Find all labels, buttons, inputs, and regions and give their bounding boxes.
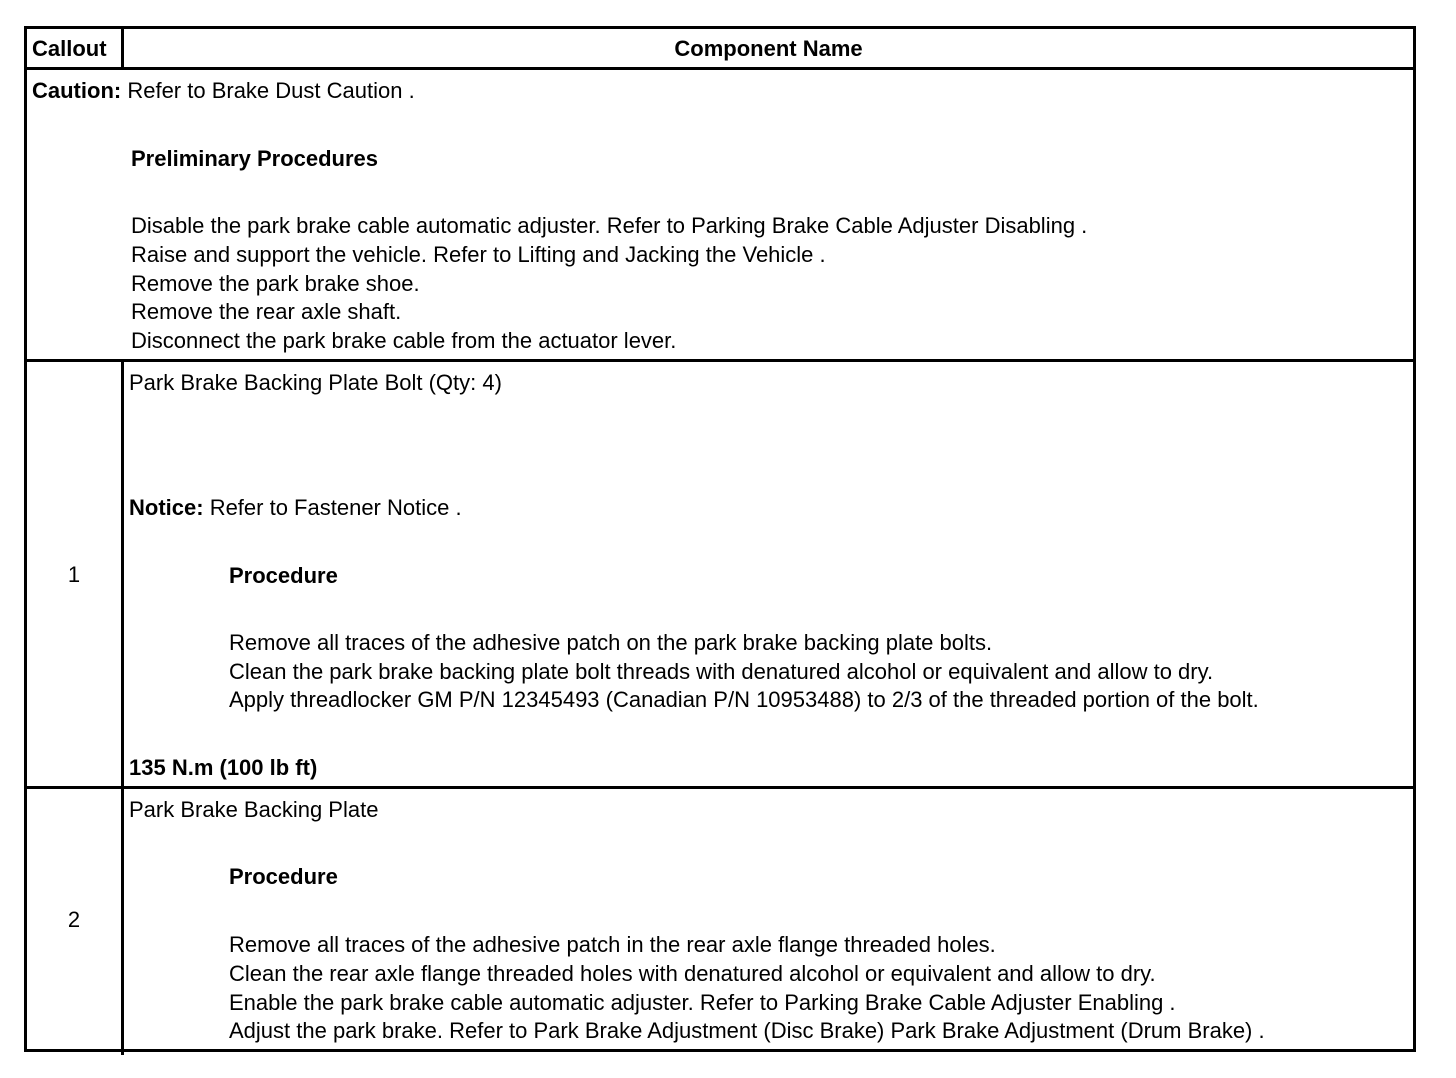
row2-procedure-title: Procedure [229, 864, 338, 889]
header-bottom-rule [27, 67, 1413, 70]
row1-notice [129, 495, 462, 521]
caution-label: Caution: [32, 78, 122, 103]
preliminary-step: Disable the park brake cable automatic adjuster. Refer to Parking Brake Cable Adjuster Disabling . [131, 213, 1088, 238]
row2-step: Adjust the park brake. Refer to Park Brake Adjustment (Disc Brake) Park Brake Adjustment (Drum Brake) . [229, 1018, 1265, 1043]
row2-callout: 2 [67, 907, 81, 932]
row1-step: Remove all traces of the adhesive patch on the park brake backing plate bolts. [229, 630, 993, 655]
notice-text: Refer to Fastener Notice . [209, 495, 462, 520]
row2-component-name: Park Brake Backing Plate [129, 797, 379, 822]
caution-line [32, 78, 415, 104]
row2-step: Remove all traces of the adhesive patch in the rear axle flange threaded holes. [229, 932, 996, 957]
component-table [24, 26, 1416, 1052]
row2-step: Clean the rear axle flange threaded holes with denatured alcohol or equivalent and allow to dry. [229, 961, 1156, 986]
caution-text: Refer to Brake Dust Caution . [127, 78, 415, 103]
row1-torque: 135 N.m (100 lb ft) [129, 755, 318, 780]
row1-procedure-title: Procedure [229, 563, 338, 588]
preliminary-step: Remove the rear axle shaft. [131, 299, 402, 324]
header-callout: Callout [32, 36, 107, 61]
row1-callout: 1 [67, 562, 81, 587]
preliminary-step: Raise and support the vehicle. Refer to Lifting and Jacking the Vehicle . [131, 242, 826, 267]
row1-step: Clean the park brake backing plate bolt threads with denatured alcohol or equivalent and allow to dry. [229, 659, 1214, 684]
row1-bottom-rule [27, 786, 1413, 789]
notice-label: Notice: [129, 495, 204, 520]
row2-divider [121, 789, 124, 1055]
preliminary-title: Preliminary Procedures [131, 146, 379, 171]
caution-bottom-rule [27, 359, 1413, 362]
row2-step: Enable the park brake cable automatic adjuster. Refer to Parking Brake Cable Adjuster Enabling . [229, 990, 1176, 1015]
preliminary-step: Disconnect the park brake cable from the actuator lever. [131, 328, 677, 353]
row1-step: Apply threadlocker GM P/N 12345493 (Canadian P/N 10953488) to 2/3 of the threaded portion of the bolt. [229, 687, 1259, 712]
row1-divider [121, 362, 124, 787]
row1-component-name: Park Brake Backing Plate Bolt (Qty: 4) [129, 370, 502, 395]
preliminary-step: Remove the park brake shoe. [131, 271, 420, 296]
header-component-name: Component Name [674, 36, 863, 61]
